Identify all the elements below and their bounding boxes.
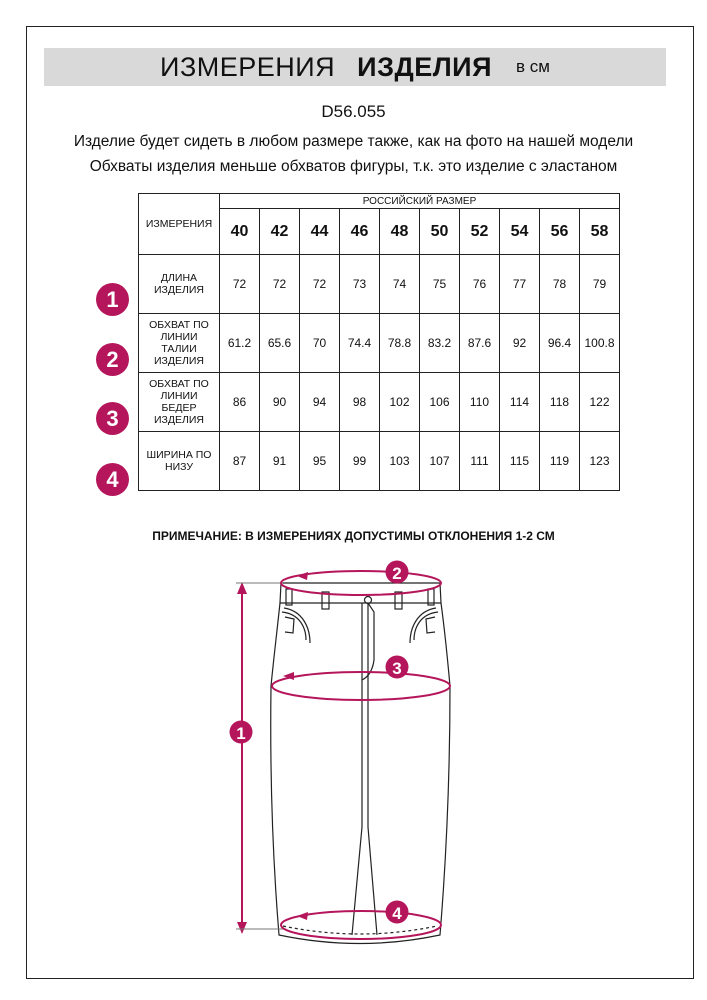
length-arrow-bottom [237,922,247,934]
value-cell: 73 [340,255,380,314]
value-cell: 72 [300,255,340,314]
skirt-outline [271,583,450,944]
value-cell: 92 [500,314,540,373]
row-label [139,314,220,373]
title-part-1: ИЗМЕРЕНИЯ [160,51,336,82]
value-cell: 91 [260,432,300,491]
value-cell: 72 [220,255,260,314]
value-cell: 95 [300,432,340,491]
value-cell: 78.8 [380,314,420,373]
value-cell: 94 [300,373,340,432]
row-label [139,373,220,432]
value-cell: 114 [500,373,540,432]
size-cell: 40 [220,209,260,255]
size-cell: 56 [540,209,580,255]
value-cell: 90 [260,373,300,432]
hip-ellipse [272,672,450,700]
value-cell: 83.2 [420,314,460,373]
title-part-2: ИЗДЕЛИЯ [357,51,492,82]
value-cell: 103 [380,432,420,491]
size-cell: 46 [340,209,380,255]
row-number-badge: 4 [96,463,129,496]
value-cell: 100.8 [580,314,620,373]
value-cell: 96.4 [540,314,580,373]
value-cell: 79 [580,255,620,314]
value-cell: 102 [380,373,420,432]
size-table [138,193,620,491]
value-cell: 61.2 [220,314,260,373]
size-system-header: РОССИЙСКИЙ РАЗМЕР [220,194,620,209]
size-cell: 48 [380,209,420,255]
note-line-2: Обхваты изделия меньше обхватов фигуры, т.к. это изделие с эластаном [89,158,618,175]
marker-label: 1 [236,724,246,743]
row-number-badge: 2 [96,343,129,376]
marker-label: 3 [392,659,402,678]
measurements-header: ИЗМЕРЕНИЯ [139,194,220,255]
product-code: D56.055 [321,102,386,121]
marker-label: 4 [392,904,402,923]
value-cell: 123 [580,432,620,491]
row-label-line: ШИРИНА ПО [146,449,212,461]
row-label-line: ИЗДЕЛИЯ [153,284,205,296]
table-row-length [139,255,620,314]
title-unit: в см [516,57,550,76]
value-cell: 77 [500,255,540,314]
size-cell: 52 [460,209,500,255]
row-label-line: ЛИНИИ [160,390,198,402]
value-cell: 65.6 [260,314,300,373]
value-cell: 110 [460,373,500,432]
row-label-line: ДЛИНА [160,272,198,284]
value-cell: 75 [420,255,460,314]
value-cell: 76 [460,255,500,314]
size-cell: 54 [500,209,540,255]
value-cell: 111 [460,432,500,491]
row-label-line: ЛИНИИ [160,331,198,343]
value-cell: 74 [380,255,420,314]
value-cell: 70 [300,314,340,373]
title-bar [44,48,666,86]
measurement-guides [236,571,450,939]
row-label-line: ИЗДЕЛИЯ [153,414,205,426]
size-cell: 44 [300,209,340,255]
skirt-diagram [0,550,707,955]
row-number-badge: 1 [96,283,129,316]
value-cell: 99 [340,432,380,491]
value-cell: 74.4 [340,314,380,373]
size-cell: 50 [420,209,460,255]
row-number-badge: 3 [96,402,129,435]
note-line-1: Изделие будет сидеть в любом размере также, как на фото на нашей модели [73,133,634,150]
row-label-line: ТАЛИИ [161,343,197,355]
value-cell: 106 [420,373,460,432]
table-row-hem-width [139,432,620,491]
table-row-waist [139,314,620,373]
row-label-line: ОБХВАТ ПО [149,319,209,331]
value-cell: 115 [500,432,540,491]
row-label-line: БЕДЕР [161,402,197,414]
row-label-line: НИЗУ [164,461,194,473]
value-cell: 78 [540,255,580,314]
size-cell: 58 [580,209,620,255]
value-cell: 87.6 [460,314,500,373]
value-cell: 119 [540,432,580,491]
value-cell: 107 [420,432,460,491]
row-label-line: ИЗДЕЛИЯ [153,355,205,367]
value-cell: 98 [340,373,380,432]
value-cell: 118 [540,373,580,432]
row-label [139,255,220,314]
table-row-hips [139,373,620,432]
diagram-markers [230,561,409,924]
length-arrow-top [237,582,247,594]
value-cell: 87 [220,432,260,491]
value-cell: 86 [220,373,260,432]
marker-label: 2 [392,564,402,583]
size-cell: 42 [260,209,300,255]
tolerance-remark: ПРИМЕЧАНИЕ: В ИЗМЕРЕНИЯХ ДОПУСТИМЫ ОТКЛОНЕНИЯ 1-2 СМ [152,529,555,543]
row-label [139,432,220,491]
value-cell: 72 [260,255,300,314]
value-cell: 122 [580,373,620,432]
row-label-line: ОБХВАТ ПО [149,378,209,390]
